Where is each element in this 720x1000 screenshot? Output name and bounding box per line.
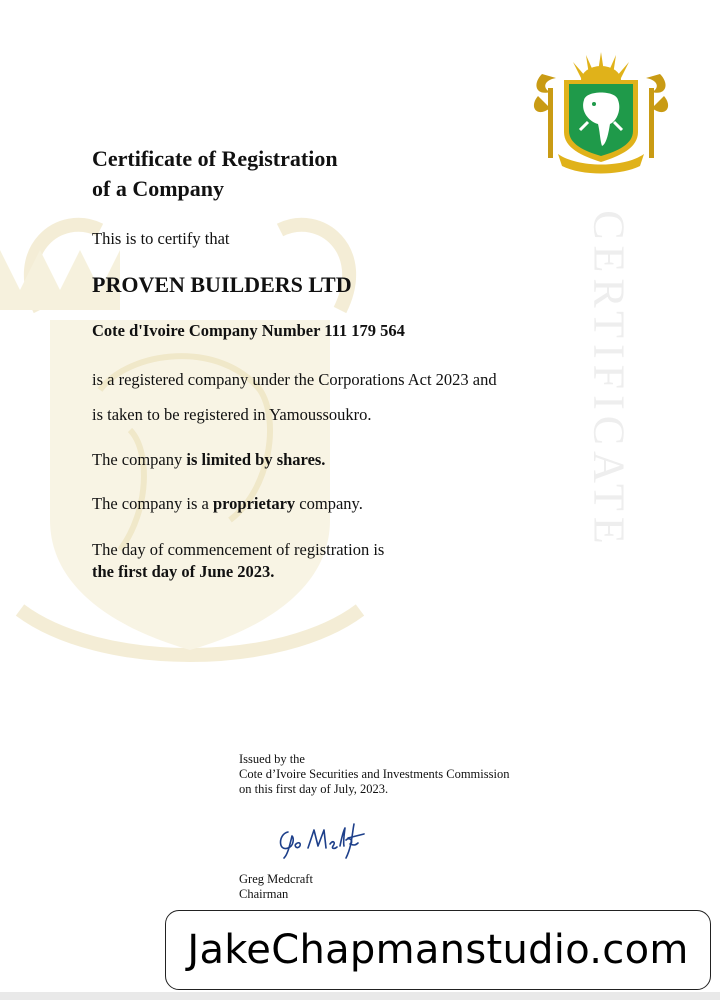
national-emblem-icon [528, 44, 674, 176]
commencement-line-2: the first day of June 2023. [92, 562, 275, 581]
proprietary-suffix: company. [295, 494, 363, 513]
company-number: Cote d'Ivoire Company Number 111 179 564 [92, 321, 405, 340]
limited-bold: is limited by shares. [186, 450, 326, 469]
bottom-strip [0, 992, 720, 1000]
coat-of-arms-watermark [0, 190, 400, 680]
proprietary-prefix: The company is a [92, 494, 213, 513]
proprietary-bold: proprietary [212, 494, 296, 513]
title-line-2: of a Company [92, 176, 225, 201]
limited-prefix: The company [92, 450, 187, 469]
issuer-line-2: Cote d’Ivoire Securities and Investments Commission [239, 767, 510, 781]
registered-line-1: is a registered company under the Corporations Act 2023 and [92, 370, 497, 389]
signatory-name: Greg Medcraft [239, 872, 313, 886]
signature-graphic [274, 818, 366, 862]
signatory-block [239, 872, 313, 902]
registered-line-2: is taken to be registered in Yamoussoukro. [92, 405, 372, 424]
studio-stamp-text: JakeChapmanstudio.com [187, 927, 689, 973]
title-line-1: Certificate of Registration [92, 146, 338, 171]
proprietary-statement [92, 493, 363, 515]
issuer-line-3: on this first day of July, 2023. [239, 782, 389, 796]
company-name: PROVEN BUILDERS LTD [92, 272, 352, 297]
studio-stamp-box [165, 910, 711, 990]
issuer-block [239, 752, 509, 797]
certificate-title [92, 144, 338, 204]
intro-text: This is to certify that [92, 229, 230, 248]
commencement-line-1: The day of commencement of registration is [92, 540, 385, 559]
issuer-line-1: Issued by the [239, 752, 305, 766]
limited-statement [92, 449, 325, 471]
certificate-side-watermark: CERTIFICATE [584, 210, 634, 550]
signatory-role: Chairman [239, 887, 289, 901]
